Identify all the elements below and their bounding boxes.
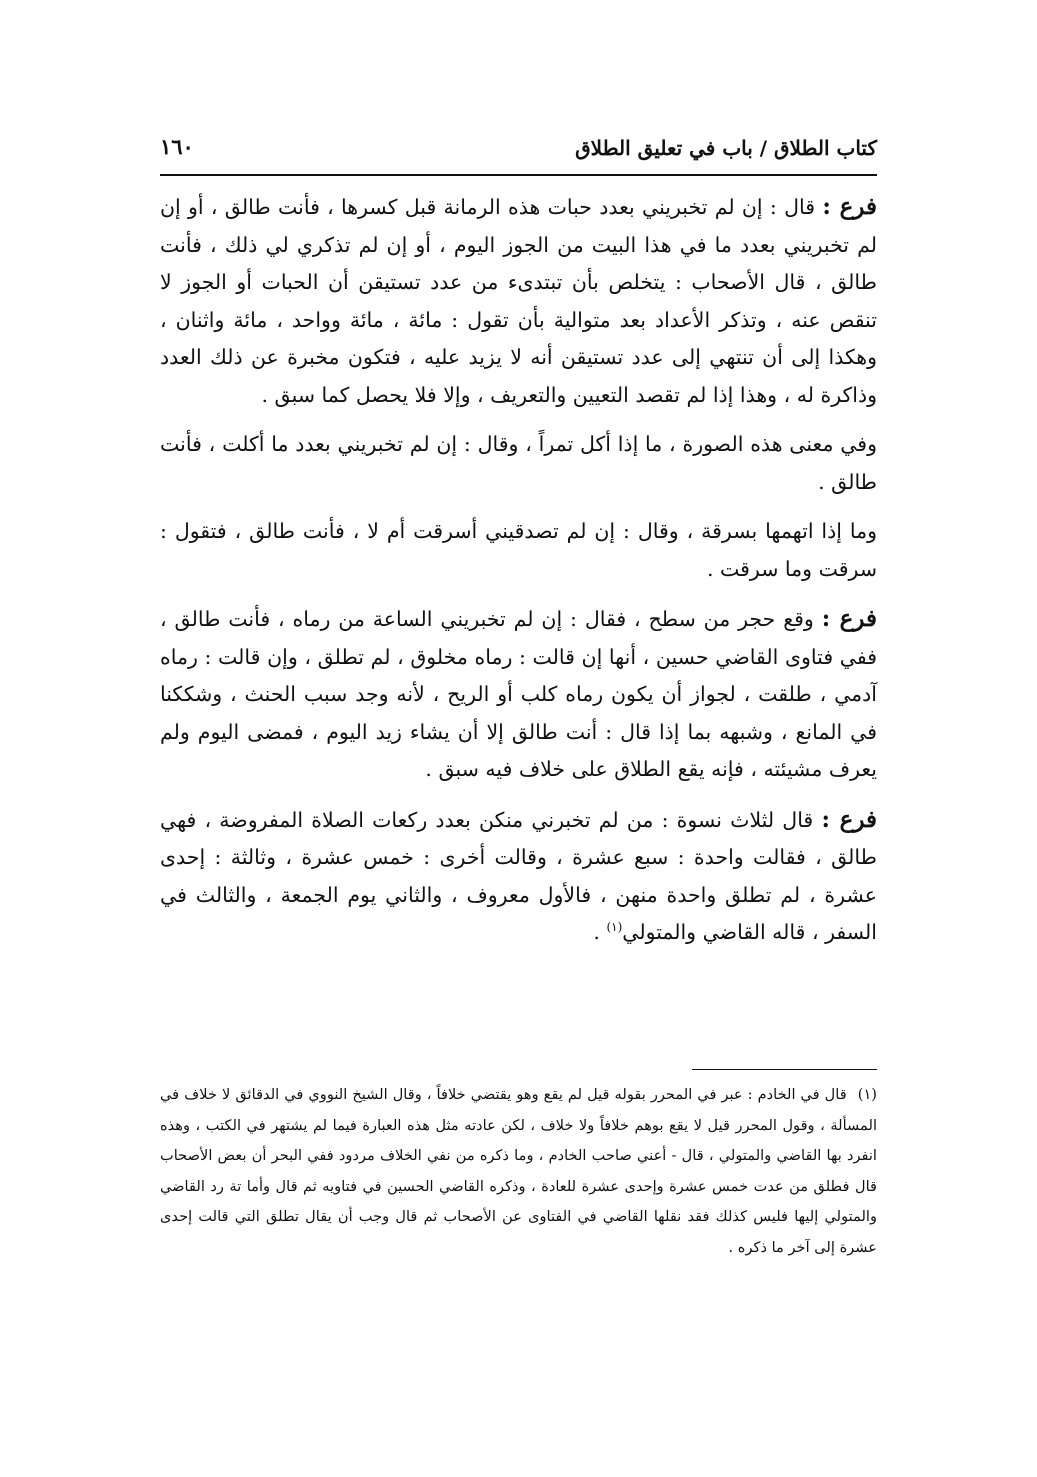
branch-heading: فرع : [821,805,878,833]
running-header [160,128,877,174]
paragraph-3 [160,513,877,588]
header-rule [160,174,877,176]
main-text [160,188,877,964]
chapter-title: كتاب الطلاق / باب في تعليق الطلاق [575,136,877,160]
paragraph-5 [160,801,877,952]
paragraph-text: وقع حجر من سطح ، فقال : إن لم تخبريني الساعة من رماه ، فأنت طالق ، ففي فتاوى القاضي حسين ، أنها إن قالت : رماه مخلوق ، لم تطلق ، وإن قالت : رماه آدمي ، طلقت ، لجواز أن يكون رماه كلب أو الريح ، لأنه وجد سبب الحنث ، وشككنا في المانع ، وشبهه بما إذا قال : أنت طالق إلا أن يشاء زيد اليوم ، فمضى اليوم ولم يعرف مشيئته ، فإنه يقع الطلاق على خلاف فيه سبق . [160,607,877,781]
footnote-reference: (١) [606,920,623,935]
paragraph-text: قال : إن لم تخبريني بعدد حبات هذه الرمانة قبل كسرها ، فأنت طالق ، أو إن لم تخبريني بعدد ما في هذا البيت من الجوز اليوم ، أو إن لم تذكري لي ذلك ، فأنت طالق ، قال الأصحاب : يتخلص بأن تبتدىء من عدد تستيقن أن الحبات أو الجوز لا تنقص عنه ، وتذكر الأعداد بعد متوالية بأن تقول : مائة ، مائة وواحد ، مائة واثنان ، وهكذا إلى أن تنتهي إلى عدد تستيقن أنه لا يزيد عليه ، فتكون مخبرة عن ذلك العدد وذاكرة له ، وهذا إذا لم تقصد التعيين والتعريف ، وإلا فلا يحصل كما سبق . [160,195,877,407]
paragraph-4 [160,600,877,789]
footnotes [160,1080,877,1263]
branch-heading: فرع : [821,605,877,632]
paragraph-text: قال لثلاث نسوة : من لم تخبرني منكن بعدد ركعات الصلاة المفروضة ، فهي طالق ، فقالت واحدة : سبع عشرة ، وقالت أخرى : خمس عشرة ، وثالثة : إحدى عشرة ، لم تطلق واحدة منهن ، فالأول معروف ، والثاني يوم الجمعة ، والثالث في السفر ، قاله القاضي والمتولي [160,807,877,944]
footnote-marker: (١) [857,1086,877,1103]
page-number: ١٦٠ [160,134,194,159]
footnote-rule [692,1069,877,1070]
paragraph-tail: . [593,920,607,944]
paragraph-1 [160,188,877,414]
footnote-text: قال في الخادم : عبر في المحرر بقوله قيل لم يقع وهو يقتضي خلافاً ، وقال الشيخ النووي في الدقائق لا خلاف في المسألة ، وقول المحرر قيل لا يقع بوهم خلافاً ولا خلاف ، لكن عادته مثل هذه العبارة فيما لم يشتهر في الكتب ، وهذه انفرد بها القاضي والمتولي ، قال - أعني صاحب الخادم ، وما ذكره من نفي الخلاف مردود ففي البحر أن بعض الأصحاب قال فطلق من عدت خمس عشرة وإحدى عشرة للعادة ، وذكره القاضي الحسين في فتاويه ثم قال وأما تة رد القاضي والمتولي إليها فليس كذلك فقد نقلها القاضي في الفتاوى عن الأصحاب ثم قال وجب أن يقال تطلق التي قالت إحدى عشرة إلى آخر ما ذكره . [160,1086,877,1256]
paragraph-text: وما إذا اتهمها بسرقة ، وقال : إن لم تصدقيني أسرقت أم لا ، فأنت طالق ، فتقول : سرقت وما سرقت . [160,519,877,581]
footnote-1 [160,1080,877,1263]
branch-heading: فرع : [822,193,877,220]
paragraph-text: وفي معنى هذه الصورة ، ما إذا أكل تمراً ، وقال : إن لم تخبريني بعدد ما أكلت ، فأنت طالق . [160,432,877,494]
paragraph-2 [160,426,877,501]
